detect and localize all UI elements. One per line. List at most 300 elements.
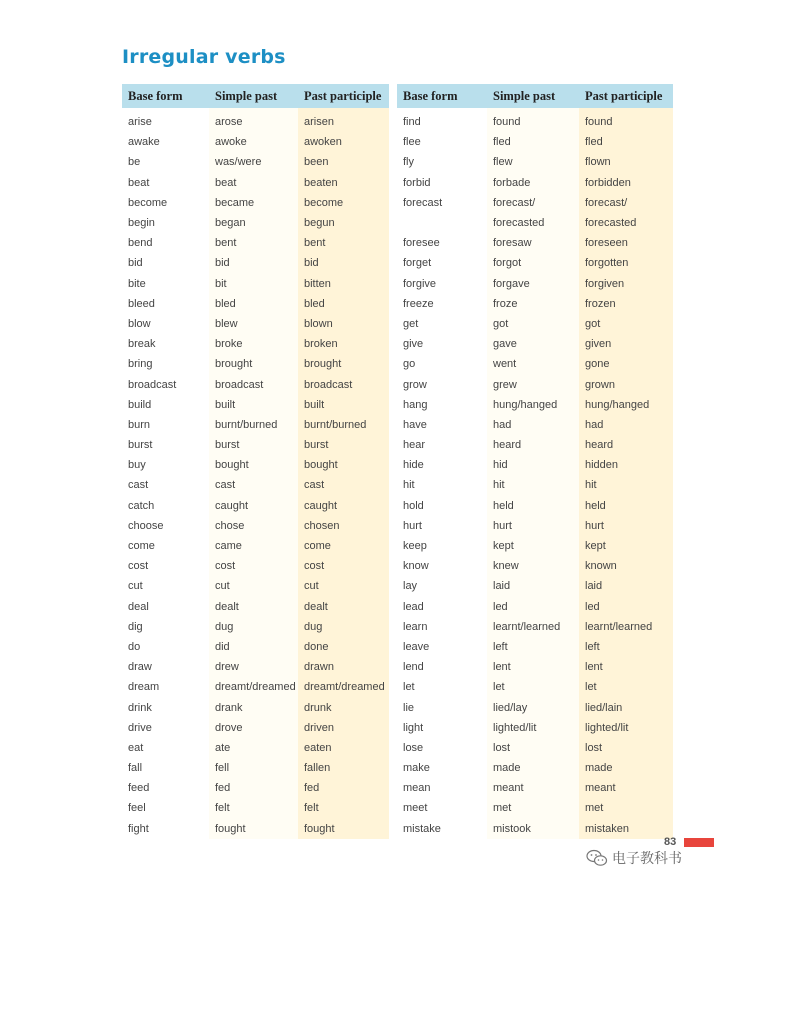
past-participle-cell: lost	[579, 738, 673, 758]
base-form-cell: flee	[397, 132, 487, 152]
table-row	[122, 556, 389, 576]
table-row	[122, 173, 389, 193]
simple-past-cell: forecast/	[487, 193, 579, 213]
past-participle-cell: brought	[298, 354, 389, 374]
simple-past-cell: let	[487, 677, 579, 697]
simple-past-cell: was/were	[209, 152, 298, 172]
base-form-cell: lay	[397, 576, 487, 596]
table-row	[397, 758, 673, 778]
verbs-table-left	[122, 84, 389, 839]
base-form-cell: bite	[122, 274, 209, 294]
past-participle-cell: forgotten	[579, 253, 673, 273]
base-form-cell: beat	[122, 173, 209, 193]
header-simple-past: Simple past	[487, 84, 579, 108]
base-form-cell: be	[122, 152, 209, 172]
base-form-cell: go	[397, 354, 487, 374]
base-form-cell: catch	[122, 496, 209, 516]
simple-past-cell: went	[487, 354, 579, 374]
simple-past-cell: broadcast	[209, 374, 298, 394]
past-participle-cell: bent	[298, 233, 389, 253]
base-form-cell	[397, 213, 487, 233]
base-form-cell: burn	[122, 415, 209, 435]
past-participle-cell: kept	[579, 536, 673, 556]
table-row	[122, 455, 389, 475]
past-participle-cell: held	[579, 496, 673, 516]
base-form-cell: forget	[397, 253, 487, 273]
simple-past-cell: made	[487, 758, 579, 778]
table-row	[122, 738, 389, 758]
simple-past-cell: mistook	[487, 819, 579, 839]
simple-past-cell: forbade	[487, 173, 579, 193]
base-form-cell: fly	[397, 152, 487, 172]
table-row	[122, 132, 389, 152]
simple-past-cell: fed	[209, 778, 298, 798]
base-form-cell: drink	[122, 697, 209, 717]
base-form-cell: blow	[122, 314, 209, 334]
table-header-row	[397, 84, 673, 108]
base-form-cell: fight	[122, 819, 209, 839]
past-participle-cell: built	[298, 395, 389, 415]
past-participle-cell: lighted/lit	[579, 718, 673, 738]
past-participle-cell: cost	[298, 556, 389, 576]
table-row	[122, 213, 389, 233]
base-form-cell: lead	[397, 597, 487, 617]
base-form-cell: bid	[122, 253, 209, 273]
past-participle-cell: bid	[298, 253, 389, 273]
base-form-cell: let	[397, 677, 487, 697]
table-row	[397, 435, 673, 455]
simple-past-cell: dreamt/dreamed	[209, 677, 298, 697]
past-participle-cell: bought	[298, 455, 389, 475]
table-row	[122, 294, 389, 314]
past-participle-cell: burst	[298, 435, 389, 455]
table-row	[122, 354, 389, 374]
past-participle-cell: cast	[298, 475, 389, 495]
base-form-cell: feed	[122, 778, 209, 798]
table-row	[397, 819, 673, 839]
table-row	[397, 193, 673, 213]
table-row	[122, 778, 389, 798]
watermark	[586, 848, 682, 868]
simple-past-cell: cut	[209, 576, 298, 596]
past-participle-cell: bled	[298, 294, 389, 314]
table-row	[122, 253, 389, 273]
simple-past-cell: cast	[209, 475, 298, 495]
base-form-cell: come	[122, 536, 209, 556]
table-row	[122, 637, 389, 657]
simple-past-cell: lighted/lit	[487, 718, 579, 738]
simple-past-cell: bled	[209, 294, 298, 314]
simple-past-cell: heard	[487, 435, 579, 455]
table-row	[122, 108, 389, 132]
simple-past-cell: left	[487, 637, 579, 657]
simple-past-cell: burnt/burned	[209, 415, 298, 435]
table-row	[397, 697, 673, 717]
base-form-cell: foresee	[397, 233, 487, 253]
simple-past-cell: held	[487, 496, 579, 516]
table-row	[397, 314, 673, 334]
simple-past-cell: caught	[209, 496, 298, 516]
simple-past-cell: fell	[209, 758, 298, 778]
past-participle-cell: hurt	[579, 516, 673, 536]
past-participle-cell: fed	[298, 778, 389, 798]
past-participle-cell: flown	[579, 152, 673, 172]
wechat-icon	[586, 849, 608, 867]
past-participle-cell: eaten	[298, 738, 389, 758]
table-row	[397, 213, 673, 233]
base-form-cell: dig	[122, 617, 209, 637]
table-row	[397, 657, 673, 677]
base-form-cell: dream	[122, 677, 209, 697]
past-participle-cell: been	[298, 152, 389, 172]
past-participle-cell: fallen	[298, 758, 389, 778]
past-participle-cell: drawn	[298, 657, 389, 677]
table-row	[122, 819, 389, 839]
base-form-cell: cut	[122, 576, 209, 596]
header-past-participle: Past participle	[579, 84, 673, 108]
table-row	[122, 516, 389, 536]
past-participle-cell: caught	[298, 496, 389, 516]
past-participle-cell: meant	[579, 778, 673, 798]
simple-past-cell: bit	[209, 274, 298, 294]
table-row	[397, 576, 673, 596]
past-participle-cell: dreamt/dreamed	[298, 677, 389, 697]
simple-past-cell: flew	[487, 152, 579, 172]
simple-past-cell: awoke	[209, 132, 298, 152]
past-participle-cell: led	[579, 597, 673, 617]
simple-past-cell: kept	[487, 536, 579, 556]
simple-past-cell: laid	[487, 576, 579, 596]
table-row	[397, 738, 673, 758]
table-row	[122, 233, 389, 253]
base-form-cell: do	[122, 637, 209, 657]
past-participle-cell: met	[579, 798, 673, 818]
table-row	[397, 475, 673, 495]
base-form-cell: deal	[122, 597, 209, 617]
base-form-cell: cost	[122, 556, 209, 576]
base-form-cell: lend	[397, 657, 487, 677]
simple-past-cell: met	[487, 798, 579, 818]
simple-past-cell: did	[209, 637, 298, 657]
simple-past-cell: hid	[487, 455, 579, 475]
base-form-cell: forecast	[397, 193, 487, 213]
base-form-cell: know	[397, 556, 487, 576]
simple-past-cell: froze	[487, 294, 579, 314]
simple-past-cell: drove	[209, 718, 298, 738]
past-participle-cell: arisen	[298, 108, 389, 132]
table-row	[122, 496, 389, 516]
base-form-cell: give	[397, 334, 487, 354]
past-participle-cell: lent	[579, 657, 673, 677]
table-row	[122, 758, 389, 778]
simple-past-cell: lied/lay	[487, 697, 579, 717]
base-form-cell: make	[397, 758, 487, 778]
past-participle-cell: known	[579, 556, 673, 576]
table-row	[397, 556, 673, 576]
header-base-form: Base form	[122, 84, 209, 108]
table-row	[397, 536, 673, 556]
table-row	[397, 233, 673, 253]
simple-past-cell: built	[209, 395, 298, 415]
base-form-cell: choose	[122, 516, 209, 536]
simple-past-cell: drew	[209, 657, 298, 677]
table-row	[122, 677, 389, 697]
table-row	[397, 253, 673, 273]
simple-past-cell: meant	[487, 778, 579, 798]
table-row	[397, 334, 673, 354]
base-form-cell: hurt	[397, 516, 487, 536]
base-form-cell: forgive	[397, 274, 487, 294]
base-form-cell: leave	[397, 637, 487, 657]
base-form-cell: find	[397, 108, 487, 132]
past-participle-cell: forecast/	[579, 193, 673, 213]
simple-past-cell: bought	[209, 455, 298, 475]
simple-past-cell: bent	[209, 233, 298, 253]
past-participle-cell: dealt	[298, 597, 389, 617]
simple-past-cell: felt	[209, 798, 298, 818]
base-form-cell: grow	[397, 374, 487, 394]
simple-past-cell: had	[487, 415, 579, 435]
base-form-cell: meet	[397, 798, 487, 818]
base-form-cell: arise	[122, 108, 209, 132]
base-form-cell: awake	[122, 132, 209, 152]
past-participle-cell: hung/hanged	[579, 395, 673, 415]
past-participle-cell: lied/lain	[579, 697, 673, 717]
base-form-cell: keep	[397, 536, 487, 556]
past-participle-cell: hit	[579, 475, 673, 495]
past-participle-cell: frozen	[579, 294, 673, 314]
table-row	[122, 415, 389, 435]
past-participle-cell: blown	[298, 314, 389, 334]
simple-past-cell: gave	[487, 334, 579, 354]
table-row	[397, 677, 673, 697]
base-form-cell: lie	[397, 697, 487, 717]
header-base-form: Base form	[397, 84, 487, 108]
simple-past-cell: knew	[487, 556, 579, 576]
past-participle-cell: driven	[298, 718, 389, 738]
table-row	[397, 516, 673, 536]
simple-past-cell: cost	[209, 556, 298, 576]
simple-past-cell: fought	[209, 819, 298, 839]
table-row	[397, 152, 673, 172]
past-participle-cell: cut	[298, 576, 389, 596]
simple-past-cell: hung/hanged	[487, 395, 579, 415]
simple-past-cell: brought	[209, 354, 298, 374]
table-row	[122, 475, 389, 495]
table-row	[397, 354, 673, 374]
past-participle-cell: heard	[579, 435, 673, 455]
table-row	[397, 294, 673, 314]
base-form-cell: build	[122, 395, 209, 415]
table-row	[122, 718, 389, 738]
base-form-cell: light	[397, 718, 487, 738]
table-row	[397, 132, 673, 152]
simple-past-cell: lost	[487, 738, 579, 758]
simple-past-cell: ate	[209, 738, 298, 758]
past-participle-cell: left	[579, 637, 673, 657]
simple-past-cell: came	[209, 536, 298, 556]
past-participle-cell: learnt/learned	[579, 617, 673, 637]
page-number-bar	[684, 838, 714, 847]
base-form-cell: drive	[122, 718, 209, 738]
table-row	[397, 798, 673, 818]
base-form-cell: have	[397, 415, 487, 435]
past-participle-cell: forgiven	[579, 274, 673, 294]
past-participle-cell: bitten	[298, 274, 389, 294]
simple-past-cell: lent	[487, 657, 579, 677]
simple-past-cell: broke	[209, 334, 298, 354]
base-form-cell: hear	[397, 435, 487, 455]
table-row	[122, 193, 389, 213]
past-participle-cell: made	[579, 758, 673, 778]
simple-past-cell: led	[487, 597, 579, 617]
past-participle-cell: given	[579, 334, 673, 354]
table-row	[122, 374, 389, 394]
page-title: Irregular verbs	[122, 46, 286, 68]
simple-past-cell: drank	[209, 697, 298, 717]
table-row	[397, 374, 673, 394]
past-participle-cell: had	[579, 415, 673, 435]
past-participle-cell: hidden	[579, 455, 673, 475]
table-row	[397, 274, 673, 294]
table-row	[122, 657, 389, 677]
past-participle-cell: forecasted	[579, 213, 673, 233]
table-row	[122, 274, 389, 294]
base-form-cell: freeze	[397, 294, 487, 314]
base-form-cell: bend	[122, 233, 209, 253]
table-row	[122, 798, 389, 818]
past-participle-cell: drunk	[298, 697, 389, 717]
simple-past-cell: bid	[209, 253, 298, 273]
base-form-cell: hang	[397, 395, 487, 415]
base-form-cell: begin	[122, 213, 209, 233]
table-row	[122, 597, 389, 617]
simple-past-cell: dug	[209, 617, 298, 637]
base-form-cell: eat	[122, 738, 209, 758]
table-row	[122, 152, 389, 172]
base-form-cell: broadcast	[122, 374, 209, 394]
table-row	[122, 334, 389, 354]
simple-past-cell: hit	[487, 475, 579, 495]
past-participle-cell: fled	[579, 132, 673, 152]
past-participle-cell: laid	[579, 576, 673, 596]
table-row	[122, 314, 389, 334]
past-participle-cell: forbidden	[579, 173, 673, 193]
simple-past-cell: forecasted	[487, 213, 579, 233]
simple-past-cell: arose	[209, 108, 298, 132]
past-participle-cell: felt	[298, 798, 389, 818]
table-row	[397, 778, 673, 798]
simple-past-cell: learnt/learned	[487, 617, 579, 637]
table-row	[122, 617, 389, 637]
simple-past-cell: hurt	[487, 516, 579, 536]
table-row	[397, 617, 673, 637]
simple-past-cell: blew	[209, 314, 298, 334]
table-row	[397, 173, 673, 193]
simple-past-cell: foresaw	[487, 233, 579, 253]
base-form-cell: hold	[397, 496, 487, 516]
table-row	[397, 395, 673, 415]
simple-past-cell: fled	[487, 132, 579, 152]
past-participle-cell: begun	[298, 213, 389, 233]
past-participle-cell: mistaken	[579, 819, 673, 839]
past-participle-cell: become	[298, 193, 389, 213]
simple-past-cell: beat	[209, 173, 298, 193]
simple-past-cell: forgave	[487, 274, 579, 294]
table-row	[397, 415, 673, 435]
table-row	[122, 697, 389, 717]
base-form-cell: feel	[122, 798, 209, 818]
simple-past-cell: dealt	[209, 597, 298, 617]
table-row	[122, 576, 389, 596]
base-form-cell: learn	[397, 617, 487, 637]
past-participle-cell: foreseen	[579, 233, 673, 253]
past-participle-cell: let	[579, 677, 673, 697]
past-participle-cell: gone	[579, 354, 673, 374]
header-simple-past: Simple past	[209, 84, 298, 108]
table-row	[397, 637, 673, 657]
past-participle-cell: grown	[579, 374, 673, 394]
past-participle-cell: come	[298, 536, 389, 556]
simple-past-cell: got	[487, 314, 579, 334]
verbs-table-right	[397, 84, 673, 839]
past-participle-cell: done	[298, 637, 389, 657]
base-form-cell: hide	[397, 455, 487, 475]
base-form-cell: become	[122, 193, 209, 213]
simple-past-cell: began	[209, 213, 298, 233]
past-participle-cell: found	[579, 108, 673, 132]
base-form-cell: get	[397, 314, 487, 334]
table-row	[397, 718, 673, 738]
past-participle-cell: broadcast	[298, 374, 389, 394]
base-form-cell: break	[122, 334, 209, 354]
simple-past-cell: forgot	[487, 253, 579, 273]
base-form-cell: buy	[122, 455, 209, 475]
past-participle-cell: dug	[298, 617, 389, 637]
base-form-cell: bring	[122, 354, 209, 374]
base-form-cell: forbid	[397, 173, 487, 193]
base-form-cell: burst	[122, 435, 209, 455]
page-number: 83	[664, 836, 677, 848]
base-form-cell: mistake	[397, 819, 487, 839]
base-form-cell: draw	[122, 657, 209, 677]
table-row	[122, 435, 389, 455]
past-participle-cell: fought	[298, 819, 389, 839]
past-participle-cell: awoken	[298, 132, 389, 152]
header-past-participle: Past participle	[298, 84, 389, 108]
simple-past-cell: chose	[209, 516, 298, 536]
simple-past-cell: grew	[487, 374, 579, 394]
table-row	[122, 395, 389, 415]
simple-past-cell: burst	[209, 435, 298, 455]
simple-past-cell: found	[487, 108, 579, 132]
table-header-row	[122, 84, 389, 108]
base-form-cell: lose	[397, 738, 487, 758]
past-participle-cell: beaten	[298, 173, 389, 193]
base-form-cell: hit	[397, 475, 487, 495]
simple-past-cell: became	[209, 193, 298, 213]
base-form-cell: mean	[397, 778, 487, 798]
watermark-text: 电子教科书	[612, 851, 682, 867]
past-participle-cell: burnt/burned	[298, 415, 389, 435]
table-row	[397, 455, 673, 475]
table-row	[397, 597, 673, 617]
base-form-cell: bleed	[122, 294, 209, 314]
past-participle-cell: got	[579, 314, 673, 334]
base-form-cell: fall	[122, 758, 209, 778]
table-row	[397, 108, 673, 132]
past-participle-cell: broken	[298, 334, 389, 354]
